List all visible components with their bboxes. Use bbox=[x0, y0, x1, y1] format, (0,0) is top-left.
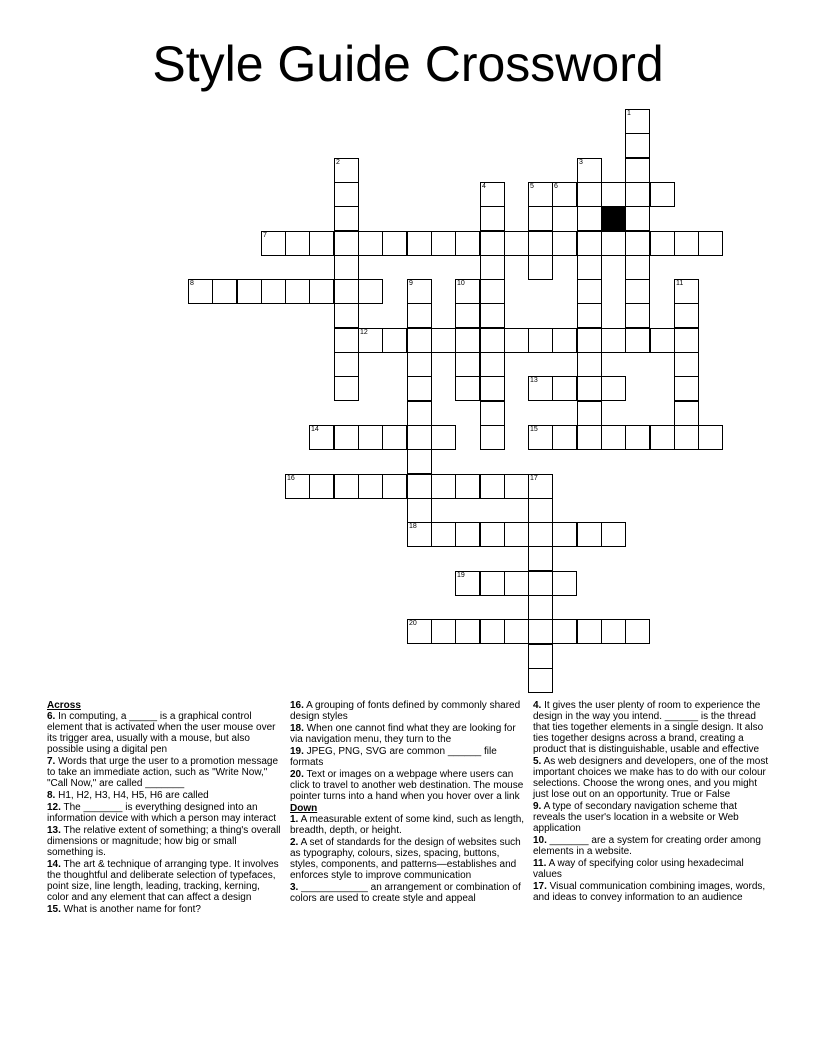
across-clue-list bbox=[47, 711, 283, 915]
clue-number-label: 20. bbox=[290, 769, 304, 780]
grid-cell[interactable] bbox=[650, 231, 675, 256]
grid-cell[interactable] bbox=[358, 474, 383, 499]
clue-number-label: 15. bbox=[47, 904, 61, 915]
grid-cell[interactable] bbox=[577, 522, 602, 547]
grid-cell[interactable] bbox=[261, 279, 286, 304]
grid-cell[interactable] bbox=[480, 182, 505, 207]
grid-cell[interactable] bbox=[577, 619, 602, 644]
clue-number: 15 bbox=[530, 426, 538, 433]
grid-cell[interactable] bbox=[309, 279, 334, 304]
clue-text: H1, H2, H3, H4, H5, H6 are called bbox=[55, 790, 209, 801]
grid-cell[interactable] bbox=[407, 522, 432, 547]
grid-cell[interactable] bbox=[577, 376, 602, 401]
grid-cell[interactable] bbox=[552, 231, 577, 256]
grid-cell[interactable] bbox=[577, 425, 602, 450]
grid-cell[interactable] bbox=[480, 425, 505, 450]
grid-cell[interactable] bbox=[528, 376, 553, 401]
grid-cell[interactable] bbox=[577, 158, 602, 183]
clue-number-label: 7. bbox=[47, 756, 56, 767]
grid-cell[interactable] bbox=[528, 522, 553, 547]
clue-text: The _______ is everything designed into an information device with which a person may interact bbox=[47, 802, 276, 824]
grid-cell[interactable] bbox=[407, 352, 432, 377]
grid-cell[interactable] bbox=[674, 352, 699, 377]
grid-cell[interactable] bbox=[455, 231, 480, 256]
grid-cell[interactable] bbox=[601, 376, 626, 401]
grid-cell[interactable] bbox=[480, 619, 505, 644]
grid-cell[interactable] bbox=[674, 401, 699, 426]
clue-number: 1 bbox=[627, 110, 631, 117]
grid-cell[interactable] bbox=[455, 352, 480, 377]
grid-cell[interactable] bbox=[601, 328, 626, 353]
grid-cell[interactable] bbox=[480, 522, 505, 547]
grid-cell[interactable] bbox=[625, 279, 650, 304]
grid-cell[interactable] bbox=[407, 498, 432, 523]
grid-cell[interactable] bbox=[480, 303, 505, 328]
grid-cell[interactable] bbox=[674, 376, 699, 401]
grid-cell[interactable] bbox=[650, 328, 675, 353]
grid-cell[interactable] bbox=[334, 376, 359, 401]
grid-cell[interactable] bbox=[552, 376, 577, 401]
clue-number-label: 11. bbox=[533, 858, 547, 869]
clue-number-label: 18. bbox=[290, 723, 304, 734]
clue-number: 5 bbox=[530, 183, 534, 190]
grid-cell[interactable] bbox=[504, 231, 529, 256]
grid-cell[interactable] bbox=[382, 425, 407, 450]
clue-text: The art & technique of arranging type. It involves the thoughtful and deliberate selection of typefaces, point size, line length, leading, tracking, kerning, color and any element that can affect a design bbox=[47, 859, 279, 903]
clue-text: As web designers and developers, one of the most important choices we make has to do with our colour selections. Choose the wrong ones, and you might just lose out on an opportunity. True or False bbox=[533, 756, 769, 800]
clue-item bbox=[533, 700, 769, 755]
clue-number: 10 bbox=[457, 280, 465, 287]
clue-text: What is another name for font? bbox=[60, 904, 201, 915]
grid-cell[interactable] bbox=[577, 255, 602, 280]
grid-cell[interactable] bbox=[309, 425, 334, 450]
clue-number: 8 bbox=[190, 280, 194, 287]
grid-cell[interactable] bbox=[334, 255, 359, 280]
clue-number: 14 bbox=[311, 426, 319, 433]
grid-cell[interactable] bbox=[309, 231, 334, 256]
grid-cell[interactable] bbox=[552, 522, 577, 547]
clues-column-2 bbox=[290, 700, 526, 905]
grid-cell[interactable] bbox=[455, 279, 480, 304]
clue-text: When one cannot find what they are looking for via navigation menu, they turn to the bbox=[290, 723, 516, 745]
grid-cell[interactable] bbox=[358, 328, 383, 353]
clue-number-label: 8. bbox=[47, 790, 56, 801]
grid-cell[interactable] bbox=[528, 571, 553, 596]
grid-cell[interactable] bbox=[650, 182, 675, 207]
clue-text: Text or images on a webpage where users can click to travel to another web destination. The mouse pointer turns into a hand when you hover over a link bbox=[290, 769, 524, 802]
clue-text: Words that urge the user to a promotion message to take an immediate action, such as "Write Now," "Call Now," are called _______ bbox=[47, 756, 279, 789]
grid-cell[interactable] bbox=[504, 571, 529, 596]
clue-number-label: 17. bbox=[533, 881, 547, 892]
grid-cell[interactable] bbox=[431, 474, 456, 499]
grid-cell[interactable] bbox=[625, 425, 650, 450]
grid-cell[interactable] bbox=[577, 303, 602, 328]
clue-text: The relative extent of something; a thing's overall dimensions or magnitude; how big or small something is. bbox=[47, 825, 281, 858]
grid-cell[interactable] bbox=[431, 231, 456, 256]
clue-number: 20 bbox=[409, 620, 417, 627]
grid-cell[interactable] bbox=[334, 206, 359, 231]
down-heading: Down bbox=[290, 803, 318, 814]
clue-number: 17 bbox=[530, 475, 538, 482]
grid-cell[interactable] bbox=[480, 206, 505, 231]
grid-cell[interactable] bbox=[334, 182, 359, 207]
across-heading: Across bbox=[47, 700, 81, 711]
clue-item bbox=[533, 756, 769, 800]
clue-number-label: 2. bbox=[290, 837, 299, 848]
grid-cell[interactable] bbox=[504, 619, 529, 644]
grid-cell[interactable] bbox=[674, 328, 699, 353]
grid-cell[interactable] bbox=[334, 158, 359, 183]
grid-cell[interactable] bbox=[407, 619, 432, 644]
grid-cell[interactable] bbox=[480, 231, 505, 256]
grid-cell[interactable] bbox=[480, 328, 505, 353]
grid-cell[interactable] bbox=[431, 328, 456, 353]
grid-cell[interactable] bbox=[625, 619, 650, 644]
grid-cell[interactable] bbox=[407, 328, 432, 353]
grid-cell[interactable] bbox=[528, 182, 553, 207]
clue-item bbox=[533, 801, 769, 834]
clue-number: 13 bbox=[530, 377, 538, 384]
clue-number-label: 4. bbox=[533, 700, 542, 711]
grid-cell[interactable] bbox=[212, 279, 237, 304]
clue-number: 4 bbox=[482, 183, 486, 190]
clue-number: 6 bbox=[554, 183, 558, 190]
grid-cell[interactable] bbox=[674, 279, 699, 304]
grid-cell[interactable] bbox=[334, 303, 359, 328]
grid-cell[interactable] bbox=[601, 231, 626, 256]
grid-cell[interactable] bbox=[504, 522, 529, 547]
clue-number: 3 bbox=[579, 159, 583, 166]
clue-text: It gives the user plenty of room to experience the design in the way you intend. ______ is the thread that ties together elements in a single design. It also ties together designs across a brand, creating a product that is distinguishable, usable and effective bbox=[533, 700, 764, 755]
clue-number-label: 10. bbox=[533, 835, 547, 846]
grid-cell[interactable] bbox=[358, 279, 383, 304]
grid-cell[interactable] bbox=[625, 182, 650, 207]
black-cell bbox=[601, 206, 626, 231]
clue-number: 2 bbox=[336, 159, 340, 166]
grid-cell[interactable] bbox=[528, 546, 553, 571]
clue-number-label: 9. bbox=[533, 801, 542, 812]
grid-cell[interactable] bbox=[455, 522, 480, 547]
grid-cell[interactable] bbox=[528, 498, 553, 523]
grid-cell[interactable] bbox=[601, 182, 626, 207]
grid-cell[interactable] bbox=[504, 474, 529, 499]
grid-cell[interactable] bbox=[358, 425, 383, 450]
grid-cell[interactable] bbox=[625, 158, 650, 183]
grid-cell[interactable] bbox=[577, 279, 602, 304]
grid-cell[interactable] bbox=[528, 231, 553, 256]
clue-number: 18 bbox=[409, 523, 417, 530]
clue-number: 16 bbox=[287, 475, 295, 482]
grid-cell[interactable] bbox=[528, 328, 553, 353]
grid-cell[interactable] bbox=[577, 182, 602, 207]
grid-cell[interactable] bbox=[528, 206, 553, 231]
clue-item bbox=[47, 756, 283, 789]
clue-item bbox=[533, 858, 769, 880]
grid-cell[interactable] bbox=[285, 279, 310, 304]
grid-cell[interactable] bbox=[431, 425, 456, 450]
grid-cell[interactable] bbox=[455, 303, 480, 328]
grid-cell[interactable] bbox=[480, 474, 505, 499]
grid-cell[interactable] bbox=[480, 279, 505, 304]
grid-cell[interactable] bbox=[309, 474, 334, 499]
clue-item bbox=[533, 835, 769, 857]
grid-cell[interactable] bbox=[674, 303, 699, 328]
grid-cell[interactable] bbox=[625, 255, 650, 280]
clue-number-label: 6. bbox=[47, 711, 56, 722]
grid-cell[interactable] bbox=[601, 522, 626, 547]
clue-number: 7 bbox=[263, 232, 267, 239]
grid-cell[interactable] bbox=[407, 231, 432, 256]
grid-cell[interactable] bbox=[334, 474, 359, 499]
grid-cell[interactable] bbox=[698, 231, 723, 256]
grid-cell[interactable] bbox=[334, 328, 359, 353]
clue-item bbox=[290, 700, 526, 722]
across-clue-list-continued bbox=[290, 700, 526, 802]
clue-item bbox=[290, 769, 526, 802]
clue-number-label: 16. bbox=[290, 700, 304, 711]
grid-cell[interactable] bbox=[431, 522, 456, 547]
clue-text: JPEG, PNG, SVG are common ______ file formats bbox=[290, 746, 497, 768]
grid-cell[interactable] bbox=[674, 425, 699, 450]
grid-cell[interactable] bbox=[528, 668, 553, 693]
grid-cell[interactable] bbox=[577, 352, 602, 377]
grid-cell[interactable] bbox=[382, 474, 407, 499]
grid-cell[interactable] bbox=[601, 619, 626, 644]
clue-text: A measurable extent of some kind, such as length, breadth, depth, or height. bbox=[290, 814, 525, 836]
grid-cell[interactable] bbox=[528, 255, 553, 280]
grid-cell[interactable] bbox=[480, 376, 505, 401]
grid-cell[interactable] bbox=[625, 303, 650, 328]
clue-text: A grouping of fonts defined by commonly shared design styles bbox=[290, 700, 521, 722]
grid-cell[interactable] bbox=[455, 376, 480, 401]
grid-cell[interactable] bbox=[382, 231, 407, 256]
clues-column-3 bbox=[533, 700, 769, 904]
clue-number: 11 bbox=[676, 280, 684, 287]
clue-item bbox=[47, 802, 283, 824]
grid-cell[interactable] bbox=[455, 328, 480, 353]
clue-text: A type of secondary navigation scheme that reveals the user's location in a website or Web application bbox=[533, 801, 739, 834]
clue-text: A way of specifying color using hexadecimal values bbox=[533, 858, 744, 880]
grid-cell[interactable] bbox=[334, 231, 359, 256]
clue-item bbox=[47, 790, 283, 801]
grid-cell[interactable] bbox=[528, 644, 553, 669]
grid-cell[interactable] bbox=[577, 206, 602, 231]
grid-cell[interactable] bbox=[528, 425, 553, 450]
grid-cell[interactable] bbox=[552, 425, 577, 450]
grid-cell[interactable] bbox=[552, 328, 577, 353]
grid-cell[interactable] bbox=[625, 206, 650, 231]
grid-cell[interactable] bbox=[528, 595, 553, 620]
grid-cell[interactable] bbox=[261, 231, 286, 256]
grid-cell[interactable] bbox=[552, 182, 577, 207]
grid-cell[interactable] bbox=[577, 401, 602, 426]
grid-cell[interactable] bbox=[358, 231, 383, 256]
grid-cell[interactable] bbox=[650, 425, 675, 450]
grid-cell[interactable] bbox=[480, 352, 505, 377]
grid-cell[interactable] bbox=[285, 231, 310, 256]
clue-number: 19 bbox=[457, 572, 465, 579]
grid-cell[interactable] bbox=[674, 231, 699, 256]
clue-text: Visual communication combining images, words, and ideas to convey information to an audience bbox=[533, 881, 766, 903]
clue-text: ____________ an arrangement or combination of colors are used to create style and appeal bbox=[290, 882, 521, 904]
grid-cell[interactable] bbox=[334, 352, 359, 377]
grid-cell[interactable] bbox=[698, 425, 723, 450]
grid-cell[interactable] bbox=[504, 328, 529, 353]
down-clue-list-continued bbox=[533, 700, 769, 903]
grid-cell[interactable] bbox=[455, 619, 480, 644]
clue-number: 12 bbox=[360, 329, 368, 336]
grid-cell[interactable] bbox=[407, 376, 432, 401]
clue-number-label: 3. bbox=[290, 882, 299, 893]
clue-number-label: 1. bbox=[290, 814, 299, 825]
grid-cell[interactable] bbox=[625, 133, 650, 158]
clue-text: A set of standards for the design of websites such as typography, colours, sizes, spacing, buttons, styles, components, and patterns—establishes and enforces style to improve communication bbox=[290, 837, 521, 881]
grid-cell[interactable] bbox=[601, 425, 626, 450]
clue-number-label: 13. bbox=[47, 825, 61, 836]
clue-item bbox=[47, 904, 283, 915]
grid-cell[interactable] bbox=[382, 328, 407, 353]
grid-cell[interactable] bbox=[407, 449, 432, 474]
grid-cell[interactable] bbox=[577, 328, 602, 353]
clue-number-label: 5. bbox=[533, 756, 542, 767]
grid-cell[interactable] bbox=[625, 328, 650, 353]
grid-cell[interactable] bbox=[552, 619, 577, 644]
grid-cell[interactable] bbox=[407, 401, 432, 426]
grid-cell[interactable] bbox=[334, 425, 359, 450]
clue-number: 9 bbox=[409, 280, 413, 287]
puzzle-title: Style Guide Crossword bbox=[152, 36, 664, 92]
clue-item bbox=[290, 882, 526, 904]
clue-number-label: 12. bbox=[47, 802, 61, 813]
grid-cell[interactable] bbox=[285, 474, 310, 499]
grid-cell[interactable] bbox=[455, 571, 480, 596]
grid-cell[interactable] bbox=[625, 109, 650, 134]
clue-item bbox=[290, 814, 526, 836]
grid-cell[interactable] bbox=[431, 619, 456, 644]
grid-cell[interactable] bbox=[407, 474, 432, 499]
clue-text: In computing, a _____ is a graphical control element that is activated when the user mouse over its trigger area, usually with a mouse, but also possible using a digital pen bbox=[47, 711, 276, 755]
down-clue-list bbox=[290, 814, 526, 904]
grid-cell[interactable] bbox=[237, 279, 262, 304]
clue-item bbox=[290, 837, 526, 881]
grid-cell[interactable] bbox=[625, 231, 650, 256]
grid-cell[interactable] bbox=[480, 571, 505, 596]
grid-cell[interactable] bbox=[334, 279, 359, 304]
clue-item bbox=[290, 723, 526, 745]
clue-number-label: 19. bbox=[290, 746, 304, 757]
grid-cell[interactable] bbox=[528, 619, 553, 644]
grid-cell[interactable] bbox=[552, 571, 577, 596]
grid-cell[interactable] bbox=[455, 474, 480, 499]
clues-column-1 bbox=[47, 700, 283, 916]
grid-cell[interactable] bbox=[577, 231, 602, 256]
clue-number-label: 14. bbox=[47, 859, 61, 870]
clue-item bbox=[47, 859, 283, 903]
grid-cell[interactable] bbox=[480, 255, 505, 280]
grid-cell[interactable] bbox=[188, 279, 213, 304]
clue-item bbox=[47, 825, 283, 858]
grid-cell[interactable] bbox=[407, 279, 432, 304]
clue-item bbox=[47, 711, 283, 755]
grid-cell[interactable] bbox=[528, 474, 553, 499]
grid-cell[interactable] bbox=[480, 401, 505, 426]
clue-text: _______ are a system for creating order among elements in a website. bbox=[533, 835, 761, 857]
grid-cell[interactable] bbox=[407, 425, 432, 450]
clue-item bbox=[533, 881, 769, 903]
clue-item bbox=[290, 746, 526, 768]
grid-cell[interactable] bbox=[407, 303, 432, 328]
